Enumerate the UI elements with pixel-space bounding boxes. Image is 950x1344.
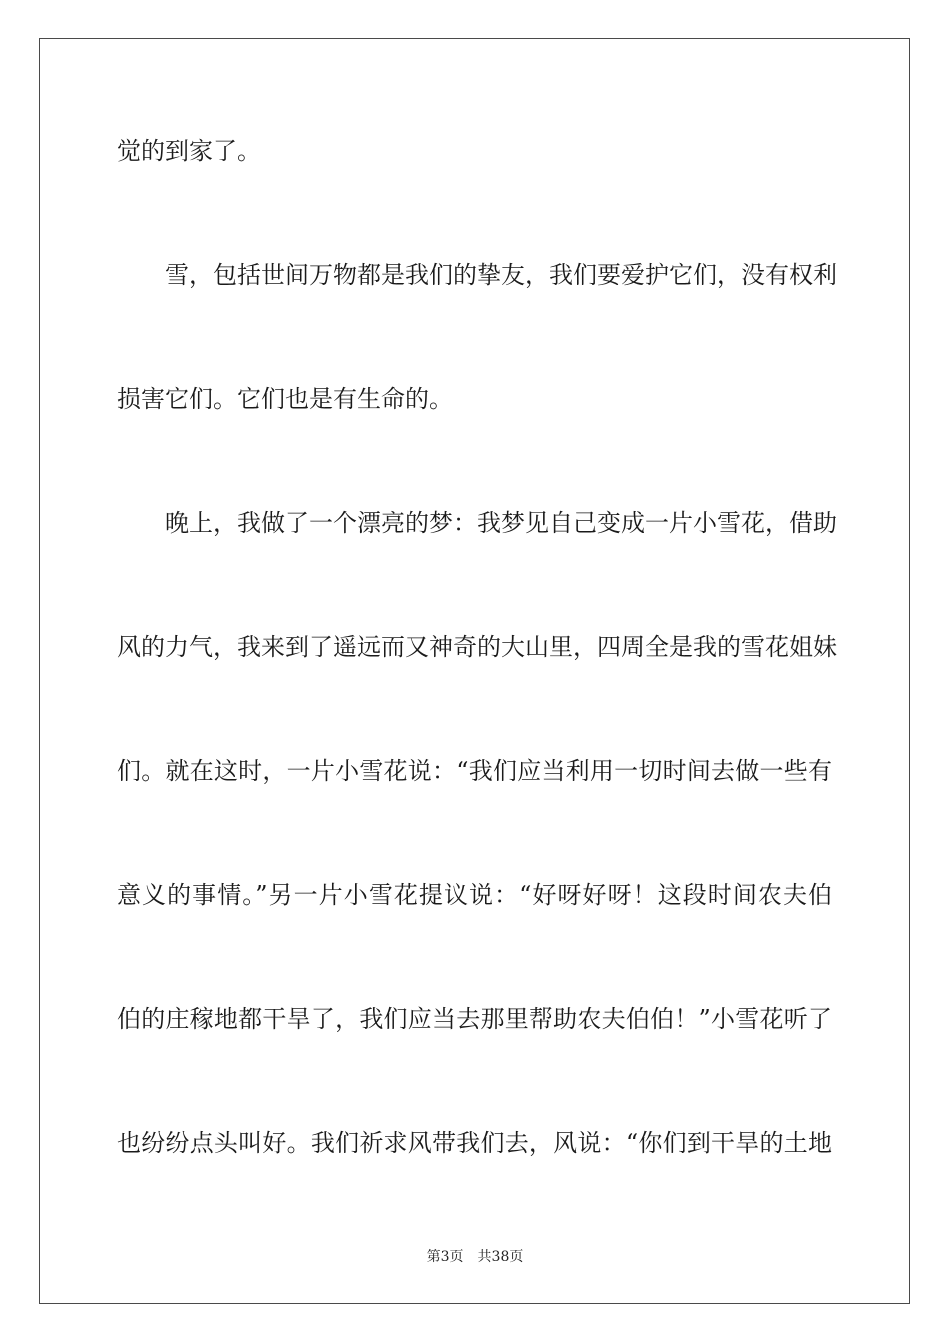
page-number: 第3页 — [426, 1249, 464, 1265]
page-border — [39, 38, 910, 1304]
paragraph-line: 意义的事情。”另一片小雪花提议说：“好呀好呀！这段时间农夫伯 — [117, 881, 832, 909]
paragraph-line: 们。就在这时，一片小雪花说：“我们应当利用一切时间去做一些有 — [117, 757, 832, 785]
paragraph-line: 也纷纷点头叫好。我们祈求风带我们去，风说：“你们到干旱的土地 — [117, 1129, 832, 1157]
paragraph-line: 晚上，我做了一个漂亮的梦：我梦见自己变成一片小雪花，借助 — [165, 509, 837, 537]
paragraph-line: 风的力气，我来到了遥远而又神奇的大山里，四周全是我的雪花姐妹 — [117, 633, 837, 661]
page-footer — [0, 1248, 950, 1266]
paragraph-line: 损害它们。它们也是有生命的。 — [117, 385, 453, 413]
paragraph-line: 伯的庄稼地都干旱了，我们应当去那里帮助农夫伯伯！”小雪花听了 — [117, 1005, 832, 1033]
paragraph-line: 觉的到家了。 — [117, 137, 261, 165]
page-total: 共38页 — [477, 1249, 524, 1265]
paragraph-line: 雪，包括世间万物都是我们的挚友，我们要爱护它们，没有权利 — [165, 261, 837, 289]
